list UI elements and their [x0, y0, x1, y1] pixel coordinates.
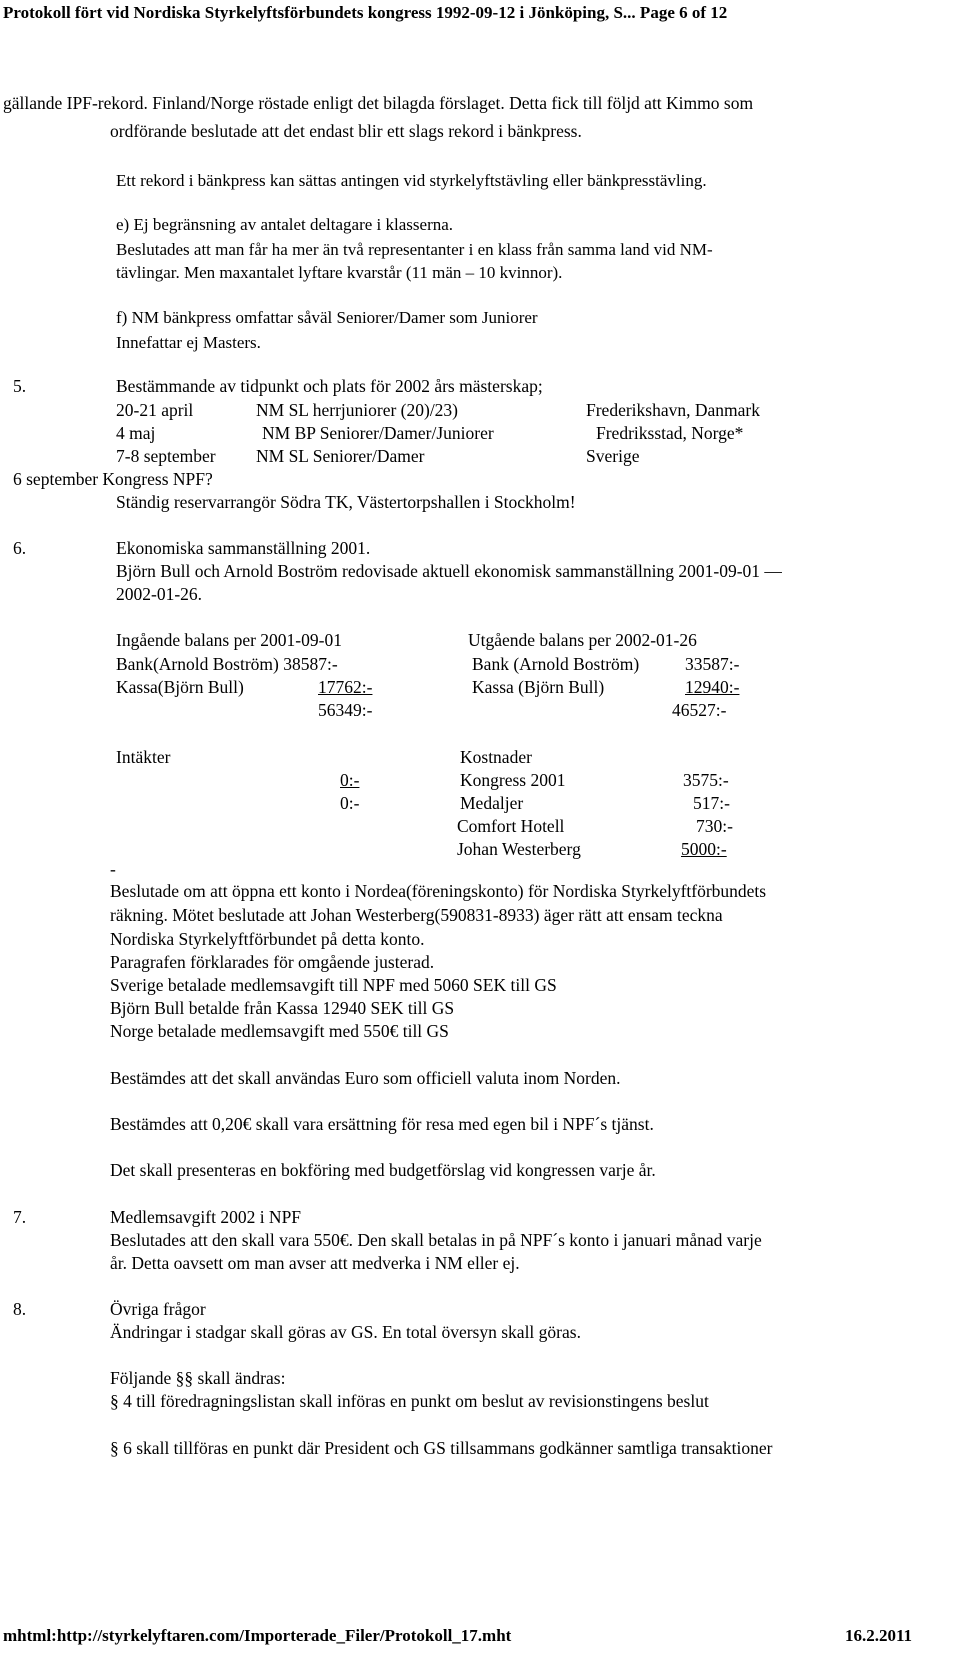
cost-value-1: 3575:- [683, 770, 729, 790]
incoming-total: 56349:- [318, 700, 373, 720]
separator-dash: - [110, 859, 116, 879]
schedule-date-1: 20-21 april [116, 400, 194, 420]
incoming-balance-header: Ingående balans per 2001-09-01 [116, 630, 342, 650]
section-7-title: Medlemsavgift 2002 i NPF [110, 1207, 302, 1227]
decision-line-5: Sverige betalade medlemsavgift till NPF med 5060 SEK till GS [110, 975, 557, 995]
costs-header: Kostnader [460, 747, 532, 767]
decision-line-4: Paragrafen förklarades för omgående justerad. [110, 952, 435, 972]
point-f-line-1: f) NM bänkpress omfattar såväl Seniorer/Damer som Juniorer [116, 308, 538, 327]
intro-line-1: gällande IPF-rekord. Finland/Norge röstade enligt det bilagda förslaget. Detta fick till följd att Kimmo som [3, 93, 754, 113]
schedule-event-1: NM SL herrjuniorer (20)/23) [256, 400, 459, 420]
point-f-line-2: Innefattar ej Masters. [116, 333, 261, 352]
section-6-title: Ekonomiska sammanställning 2001. [116, 538, 371, 558]
schedule-date-2: 4 maj [116, 423, 156, 443]
outgoing-bank-value: 33587:- [685, 654, 740, 674]
incoming-kassa-value: 17762:- [318, 677, 373, 697]
point-e-line-1: Beslutades att man får ha mer än två representanter i en klass från samma land vid NM- [116, 240, 713, 259]
section-8-title: Övriga frågor [110, 1299, 206, 1319]
schedule-place-1: Frederikshavn, Danmark [586, 400, 760, 420]
decision-line-1: Beslutade om att öppna ett konto i Nordea(föreningskonto) för Nordiska Styrkelyftförbundets [110, 881, 767, 901]
cost-label-3: Comfort Hotell [457, 816, 565, 836]
footer-url: mhtml:http://styrkelyftaren.com/Importerade_Filer/Protokoll_17.mht [3, 1626, 512, 1645]
decision-line-6: Björn Bull betalde från Kassa 12940 SEK till GS [110, 998, 455, 1018]
section-6-line-2: 2002-01-26. [116, 584, 203, 604]
intro-line-2: ordförande beslutade att det endast blir ett slags rekord i bänkpress. [110, 121, 582, 141]
income-value-2: 0:- [340, 793, 360, 813]
section-6-number: 6. [13, 538, 27, 558]
cost-value-2: 517:- [693, 793, 730, 813]
outgoing-kassa-value: 12940:- [685, 677, 740, 697]
car-compensation-decision: Bestämdes att 0,20€ skall vara ersättning för resa med egen bil i NPF´s tjänst. [110, 1114, 654, 1134]
cost-value-4: 5000:- [681, 839, 727, 859]
following-paragraphs: Följande §§ skall ändras: [110, 1368, 286, 1388]
outgoing-total: 46527:- [672, 700, 727, 720]
decision-line-2: räkning. Mötet beslutade att Johan Westerberg(590831-8933) äger rätt att ensam teckna [110, 905, 723, 925]
section-7-line-1: Beslutades att den skall vara 550€. Den skall betalas in på NPF´s konto i januari månad varje [110, 1230, 762, 1250]
section-6-line-1: Björn Bull och Arnold Boström redovisade aktuell ekonomisk sammanställning 2001-09-01 — [116, 561, 782, 581]
section-7-line-2: år. Detta oavsett om man avser att medverka i NM eller ej. [110, 1253, 520, 1273]
schedule-place-3: Sverige [586, 446, 640, 466]
point-e-line-2: tävlingar. Men maxantalet lyftare kvarstår (11 män – 10 kvinnor). [116, 263, 563, 282]
section-7-number: 7. [13, 1207, 27, 1227]
cost-label-1: Kongress 2001 [460, 770, 566, 790]
point-e-title: e) Ej begränsning av antalet deltagare i klasserna. [116, 215, 454, 234]
section-8-number: 8. [13, 1299, 27, 1319]
euro-decision: Bestämdes att det skall användas Euro som officiell valuta inom Norden. [110, 1068, 621, 1088]
cost-value-3: 730:- [696, 816, 733, 836]
incoming-kassa-label: Kassa(Björn Bull) [116, 677, 244, 697]
schedule-event-3: NM SL Seniorer/Damer [256, 446, 425, 466]
decision-line-3: Nordiska Styrkelyftförbundet på detta konto. [110, 929, 425, 949]
income-value-1: 0:- [340, 770, 360, 790]
cost-label-4: Johan Westerberg [457, 839, 581, 859]
page-header-title: Protokoll fört vid Nordiska Styrkelyftsförbundets kongress 1992-09-12 i Jönköping, S... Page 6 of 12 [3, 3, 728, 22]
intro-line-3: Ett rekord i bänkpress kan sättas antingen vid styrkelyftstävling eller bänkpresstävling. [116, 171, 707, 190]
budget-decision: Det skall presenteras en bokföring med budgetförslag vid kongressen varje år. [110, 1160, 656, 1180]
paragraph-4-change: § 4 till föredragningslistan skall införas en punkt om beslut av revisionstingens beslut [110, 1391, 709, 1411]
paragraph-6-change: § 6 skall tillföras en punkt där President och GS tillsammans godkänner samtliga transaktioner [110, 1438, 773, 1458]
section-5-title: Bestämmande av tidpunkt och plats för 2002 års mästerskap; [116, 376, 543, 396]
incoming-bank: Bank(Arnold Boström) 38587:- [116, 654, 338, 674]
footer-date: 16.2.2011 [845, 1626, 913, 1645]
cost-label-2: Medaljer [460, 793, 524, 813]
congress-line: 6 september Kongress NPF? [13, 469, 213, 489]
outgoing-balance-header: Utgående balans per 2002-01-26 [468, 630, 697, 650]
section-8-line-1: Ändringar i stadgar skall göras av GS. En total översyn skall göras. [110, 1322, 581, 1342]
section-5-number: 5. [13, 376, 27, 396]
decision-line-7: Norge betalade medlemsavgift med 550€ till GS [110, 1021, 449, 1041]
schedule-event-2: NM BP Seniorer/Damer/Juniorer [262, 423, 494, 443]
reserve-organizer-line: Ständig reservarrangör Södra TK, Västertorpshallen i Stockholm! [116, 492, 576, 512]
outgoing-bank-label: Bank (Arnold Boström) [472, 654, 640, 674]
outgoing-kassa-label: Kassa (Björn Bull) [472, 677, 605, 697]
schedule-date-3: 7-8 september [116, 446, 216, 466]
schedule-place-2: Fredriksstad, Norge* [596, 423, 744, 443]
income-header: Intäkter [116, 747, 171, 767]
